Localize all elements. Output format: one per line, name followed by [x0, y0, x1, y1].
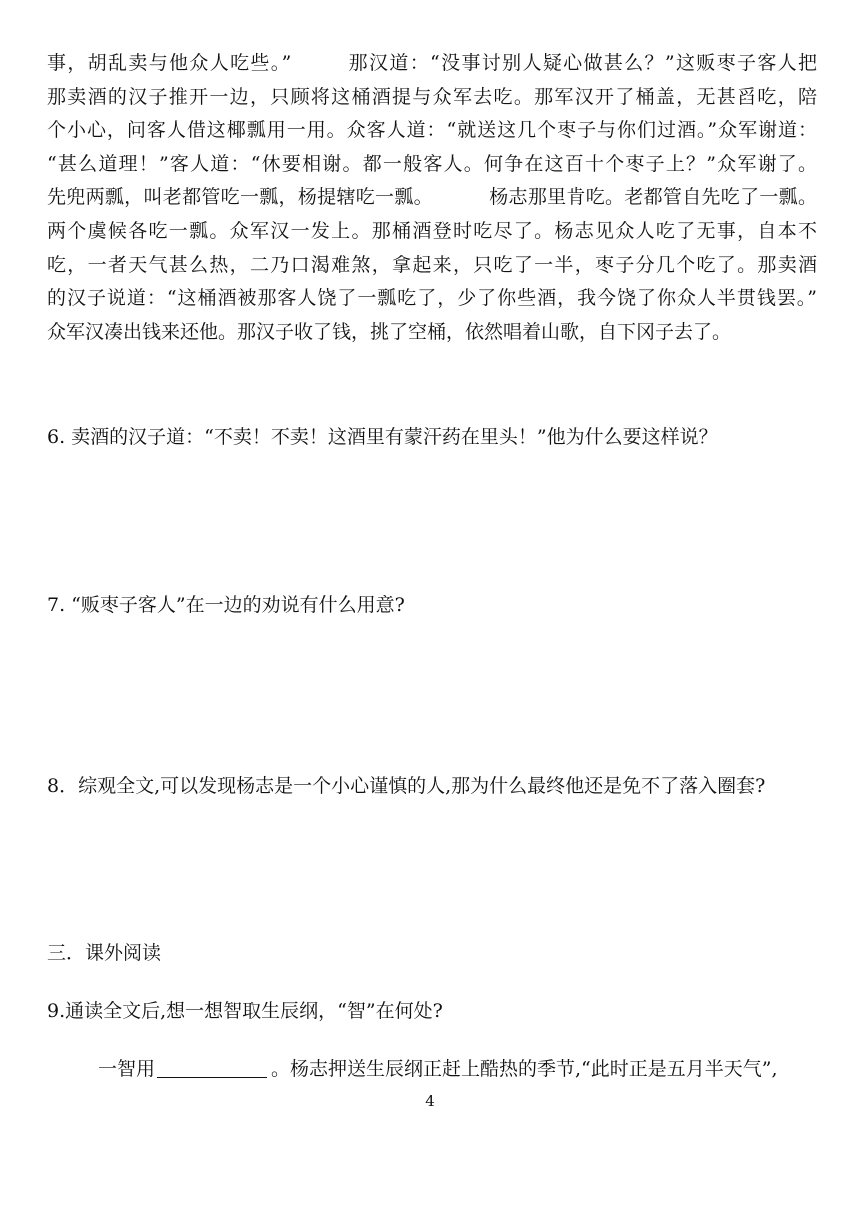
passage-line [47, 47, 817, 81]
passage-text: 那汉道：“没事讨别人疑心做甚么？”这贩枣子客人把 [347, 52, 818, 74]
question-9: 9.通读全文后,想一想智取生辰纲，“智”在何处? [47, 1000, 443, 1022]
passage-text: 先兜两瓢，叫老都管吃一瓢，杨提辖吃一瓢。 [47, 186, 433, 209]
answer-blank[interactable] [157, 1057, 267, 1078]
answer-line [98, 1054, 778, 1084]
page-number: 4 [425, 1092, 435, 1110]
passage-line: 吃，一者天气甚么热，二乃口渴难煞，拿起来，只吃了一半，枣子分几个吃了。那卖酒 [47, 253, 817, 276]
reading-passage [47, 47, 817, 349]
question-6: 6. 卖酒的汉子道：“不卖！不卖！这酒里有蒙汗药在里头！”他为什么要这样说？ [47, 426, 718, 448]
question-7: 7. “贩枣子客人”在一边的劝说有什么用意? [47, 594, 405, 616]
passage-line: “甚么道理！”客人道：“休要相谢。都一般客人。何争在这百十个枣子上？”众军谢了。 [47, 152, 817, 175]
passage-line: 那卖酒的汉子推开一边，只顾将这桶酒提与众军去吃。那军汉开了桶盖，无甚舀吃，陪 [47, 85, 817, 108]
question-8: 8．综观全文,可以发现杨志是一个小心谨慎的人,那为什么最终他还是免不了落入圈套? [47, 775, 766, 797]
passage-line: 的汉子说道：“这桶酒被那客人饶了一瓢吃了，少了你些酒，我今饶了你众人半贯钱罢。” [47, 287, 817, 310]
passage-text: 事，胡乱卖与他众人吃些。” [47, 52, 292, 74]
section-heading-extracurricular: 三．课外阅读 [47, 942, 162, 964]
passage-line: 众军汉凑出钱来还他。那汉子收了钱，挑了空桶，依然唱着山歌，自下冈子去了。 [47, 320, 732, 343]
passage-line: 两个虞候各吃一瓢。众军汉一发上。那桶酒登时吃尽了。杨志见众人吃了无事，自本不 [47, 219, 817, 242]
passage-line: 个小心，问客人借这椰瓢用一用。众客人道：“就送这几个枣子与你们过酒。”众军谢道： [47, 119, 817, 142]
answer-suffix: 。杨志押送生辰纲正赶上酷热的季节,“此时正是五月半天气”, [271, 1058, 778, 1080]
answer-prefix: 一智用 [98, 1058, 156, 1080]
passage-line [47, 181, 817, 215]
passage-text: 杨志那里肯吃。老都管自先吃了一瓢。 [488, 186, 817, 209]
